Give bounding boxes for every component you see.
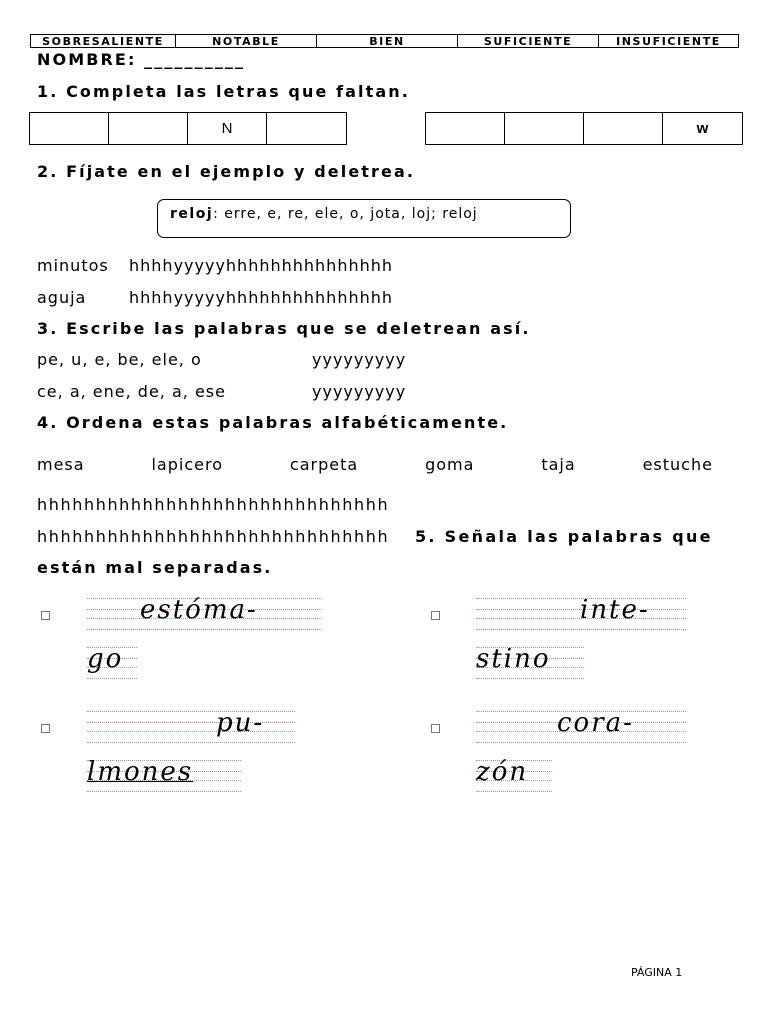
word-item: estuche — [642, 455, 713, 474]
checkbox[interactable] — [41, 724, 50, 733]
page-number: PÁGINA 1 — [631, 966, 683, 979]
separated-word-part: go — [87, 644, 124, 674]
grade-notable[interactable]: NOTABLE — [176, 35, 317, 47]
grade-sobresaliente[interactable]: SOBRESALIENTE — [31, 35, 176, 47]
word-answer[interactable]: yyyyyyyyy — [312, 382, 407, 401]
order-answer-1[interactable]: hhhhhhhhhhhhhhhhhhhhhhhhhhhhhh — [37, 495, 390, 514]
grade-bien[interactable]: BIEN — [317, 35, 458, 47]
example-word: reloj — [170, 206, 214, 222]
separated-word-part: cora- — [557, 708, 634, 738]
exercise-4-title: 4. Ordena estas palabras alfabéticamente. — [37, 413, 509, 432]
spell-row-1 — [37, 256, 109, 275]
separated-word-part: zón — [476, 757, 529, 787]
letter-box[interactable] — [584, 113, 663, 144]
spell-row-2 — [37, 288, 86, 307]
word-item: goma — [425, 455, 475, 474]
exercise-3-title: 3. Escribe las palabras que se deletrean así. — [37, 319, 531, 338]
grade-suficiente[interactable]: SUFICIENTE — [458, 35, 599, 47]
word-answer[interactable]: yyyyyyyyy — [312, 350, 407, 369]
exercise-5-title-cont: están mal separadas. — [37, 558, 273, 577]
letter-box[interactable] — [30, 113, 109, 144]
checkbox[interactable] — [431, 611, 440, 620]
letter-box[interactable] — [109, 113, 188, 144]
separated-word-part: inte- — [580, 595, 650, 625]
word-item: carpeta — [289, 455, 359, 474]
spelled-word: pe, u, e, be, ele, o — [37, 350, 202, 369]
exercise-5-title: 5. Señala las palabras que — [415, 527, 713, 546]
word-item: taja — [541, 455, 576, 474]
spell-answer[interactable]: hhhhyyyyyhhhhhhhhhhhhhhh — [129, 288, 394, 307]
spell-answer[interactable]: hhhhyyyyyhhhhhhhhhhhhhhh — [129, 256, 394, 275]
example-spelling: : erre, e, re, ele, o, jota, loj; reloj — [213, 206, 478, 222]
letter-box[interactable] — [426, 113, 505, 144]
grade-insuficiente[interactable]: INSUFICIENTE — [616, 34, 721, 48]
separated-word-part: lmones — [87, 757, 194, 787]
letter-box[interactable]: w — [696, 120, 709, 137]
word-item: lapicero — [151, 455, 223, 474]
separated-word-part: pu- — [216, 708, 265, 738]
spell-word: minutos — [37, 256, 109, 275]
checkbox[interactable] — [41, 611, 50, 620]
letter-box[interactable] — [267, 113, 346, 144]
letter-boxes-right — [425, 112, 743, 145]
order-answer-2[interactable]: hhhhhhhhhhhhhhhhhhhhhhhhhhhhhh — [37, 527, 390, 546]
word-item: mesa — [37, 455, 85, 474]
checkbox[interactable] — [431, 724, 440, 733]
letter-boxes-left — [29, 112, 347, 145]
words-to-order — [37, 455, 713, 474]
grading-table — [30, 34, 739, 48]
letter-box[interactable]: N — [188, 113, 267, 144]
spell-word: aguja — [37, 288, 87, 307]
letter-box[interactable] — [505, 113, 584, 144]
spelled-word: ce, a, ene, de, a, ese — [37, 382, 226, 401]
exercise-1-title: 1. Completa las letras que faltan. — [37, 82, 410, 101]
name-field[interactable]: NOMBRE: __________ — [37, 50, 246, 69]
separated-word-part: estóma- — [140, 595, 258, 625]
exercise-2-title: 2. Fíjate en el ejemplo y deletrea. — [37, 162, 416, 181]
separated-word-part: stino — [476, 644, 551, 674]
example-box — [157, 199, 571, 238]
